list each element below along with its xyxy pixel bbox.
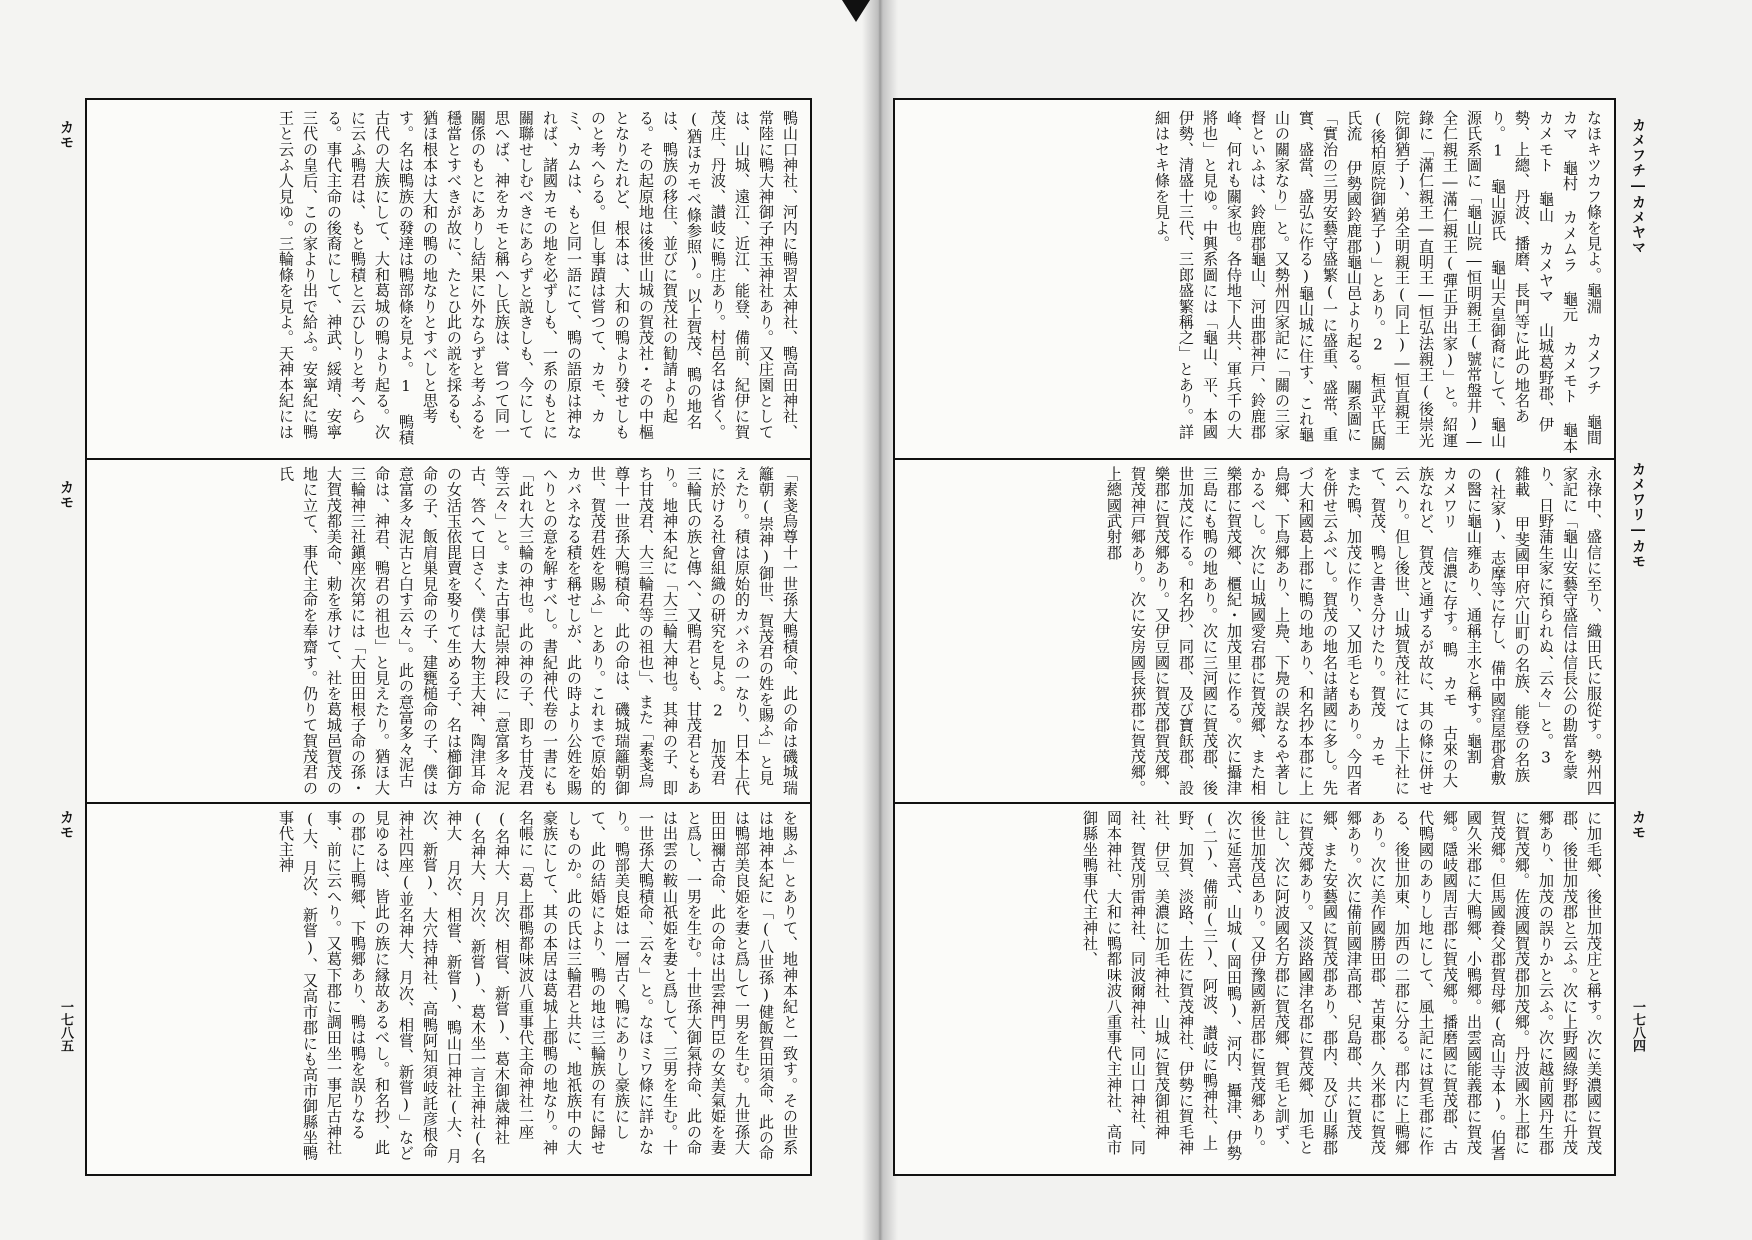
- right-bottom-text: に加毛郷、後世加茂庄と稱す。次に美濃國に賀茂郡、後世加茂郡と云ふ。次に上野國綠野郡に升茂郷あり、加茂の誤りかと云ふ。次に越前國丹生郡に賀茂郷。佐渡國賀茂郡加茂郷。丹波國氷上郡に賀茂郷。但馬國養父郡賀母郷(高山寺本)。伯耆國久米郡に大鴨郷、小鴨郷。出雲國能義郡に賀茂郷。隱岐國周吉郡に賀茂郷。播磨國に賀茂郡、古代鴨國のありし地にして、風土記には賀毛郡に作る、後世加東、加西の二郡に分る。郡内に上鴨郷あり。次に美作國勝田郡、苫東郡、久米郡に賀茂郷あり。次に備前國津高郡、兒島郡、共に賀茂郷、また安藝國に賀茂郡あり、郡内、及び山縣郡に賀茂郷あり。又淡路國津名郡に賀茂郷、加毛と註し、次に阿波國名方郡に賀茂郷、賀毛と訓ず、後世加茂邑あり。又伊豫國新居郡に賀茂郷あり。次に延喜式、山城(岡田鴨)、河内、攝津、伊勢(二)、備前(三)、阿波、讃岐に鴨神社、上野、加賀、淡路、土佐に賀茂神社、伊勢に賀毛神社、伊豆、美濃に加毛神社、山城に賀茂御祖神社、賀茂別雷神社、同波爾神社、同山口神社、同岡本神社、大和に鴨都味波八重事代主神社、高市御縣坐鴨事代主神社、: [1081, 810, 1603, 1161]
- right-section-bottom: [903, 810, 1606, 1166]
- right-top-text: なほキツカフ條を見よ。龜淵 カメフチ 龜間 カマ 龜村 カメムラ 龜元 カメモト 龜本 カメモト 龜山 カメヤマ 山城葛野郡、伊勢、上總、丹波、播磨、長門等に此の地名あり。1 龜山源氏 龜山天皇御裔にして、龜山源氏系圖に「龜山院―恒明親王(號常盤井)―全仁親王―滿仁親王(彈正尹出家)」と。紹運錄に「滿仁親王―直明王―恒弘法親王(後崇光院御猶子)、弟全明親王(同上)―恒直親王(後柏原院御猶子)」とあり。2 桓武平氏關氏流 伊勢國鈴鹿郡龜山邑より起る。關系圖に「實治の三男安藝守盛繁(一に盛重、盛常、重實、盛當、盛弘に作る)龜山城に住す、これ龜山の關家なり」と。又勢州四家記に「關の三家督といふは、鈴鹿郡龜山、河曲郡神戸、鈴鹿郡峰、何れも關家也。各侍地下人共、軍兵千の大將也」と見ゆ。中興系圖には「龜山、平、本國伊勢、清盛十三代、三郎盛繁稱之」とあり。詳細はセキ條を見よ。: [1153, 110, 1603, 454]
- left-page-number: 一七八五: [58, 1000, 73, 1052]
- left-middle-text: 「素戔烏尊十一世孫大鴨積命、此の命は磯城瑞籬朝(崇神)御世、賀茂君の姓を賜ふ」と見えたり。積は原始的カバネの一なり、日本上代に於ける社會組織の研究を見よ。2 加茂君 三輪氏の族と傳へ、又鴨君とも、甘茂君ともあり。地神本紀に「大三輪大神也。其神の子、即ち甘茂君、大三輪君等の祖也」、また「素戔烏尊十一世孫大鴨積命、此の命は、磯城瑞籬朝御世、賀茂君姓を賜ふ」とあり。これまで原始的カバネなる積を稱せしが、此の時より公姓を賜へりとの意を解すべし。書紀神代卷の一書にも「此れ大三輪の神也。此の神の子、即ち甘茂君等云々」と。また古事記崇神段に「意富多々泥古、答へて曰さく、僕は大物主大神、陶津耳命の女活玉依毘賣を娶りて生める子、名は櫛御方命の子、飯肩巣見命の子、建甕槌命の子、僕は意富多々泥古と白す云々」。此の意富多々泥古命は、神君、鴨君の祖也」と見えたり。猶ほ大三輪神三社鎭座次第には「大田田根子命の孫・大賀茂都美命、勅を承けて、社を葛城邑賀茂の地に立て、事代主命を奉齋す。仍りて賀茂君の氏: [277, 466, 799, 796]
- left-section-bottom: [95, 810, 802, 1166]
- right-section-middle: [903, 466, 1606, 797]
- right-page-number: 一七八四: [1630, 1000, 1645, 1052]
- left-top-text: 鴨山口神社、河内に鴨習太神社、鴨高田神社、常陸に鴨大神御子神玉神社あり。又庄園としては、山城、遠江、近江、能登、備前、紀伊に賀茂庄、丹波、讃岐に鴨庄あり。村邑名は省く。(猶ほカモベ條参照)。以上賀茂、鴨の地名は、鴨族の移住、並びに賀茂社の勧請より起る。その起原地は後世山城の賀茂社・その中樞となりたれど、根本は、大和の鴨より發せしものと考へらる。但し事蹟は嘗つて、カモ、カミ、カムは、もと同一語にて、鴨の語原は神なれば、諸國カモの地を必ずしも、一系のもとに關聯せしむべきにあらずと説きしも、今にして思へば、神をカモと稱へし氏族は、嘗つて同一關係のもとにありし結果に外ならずと考ふるを穩當とすべきが故に、たとひ此の説を採るも、猶ほ根本は大和の鴨の地なりとすべしと思考す。名は鴨族の發達は鴨部條を見よ。1 鴨積 古代の大族にして、大和葛城の鴨より起る。次に云ふ鴨君は、もと鴨積と云ひしりと考へらる。事代主命の後裔にして、神武、綏靖、安寧三代の皇后、この家より出で給ふ。安寧紀に鴨王と云ふ人見ゆ。三輪條を見よ。天神本紀には: [277, 110, 799, 446]
- right-middle-text: 永祿中、盛信に至り、織田氏に服從す。勢州四家記に「龜山安藝守盛信は信長公の勘當を蒙り、日野蒲生家に預られぬ、云々」と。3 雜載 甲斐國甲府穴山町の名族、能登の名族(社家)、志摩等に存し、備中國窪屋郡倉敷の醫に龜山雍あり、通稱主水と稱す。龜割 カメワリ 信濃に存す。鴨 カモ 古來の大族なれど、賀茂と通ずるが故に、其の條に併せ云へり。但し後世、山城賀茂社にては上下社にて、賀茂、鴨と書き分けたり。賀茂 カモ また鴨、加茂に作り、又加毛ともあり。今四者を併せ云ふべし。賀茂の地名は諸國に多し。先づ大和國葛上郡に鴨の地あり、和名抄本郡に上鳥郷、下鳥郷あり、上鳧、下鳧の誤なるや著しかるべし。次に山城國愛宕郡に賀茂郷、また相樂郡に賀茂郷、櫃紀・加茂里に作る。次に攝津三島にも鴨の地あり。次に三河國に賀茂郡、後世加茂に作る。和名抄、同郡、及び寶飫郡、設樂郡に賀茂郷あり。又伊豆國に賀茂郡賀茂郷、賀茂神戸郷あり。次に安房國長狹郡に賀茂郷。上總國武射郡: [1105, 466, 1603, 796]
- left-section-top: [95, 110, 802, 454]
- left-side-label-middle: カモ: [58, 480, 74, 510]
- right-divider-1: [895, 458, 1614, 460]
- right-divider-2: [895, 802, 1614, 804]
- left-side-label-bottom: カモ: [58, 810, 74, 840]
- left-divider-1: [87, 458, 810, 460]
- right-text-frame: [893, 98, 1616, 1176]
- right-side-label-bottom: カモ: [1630, 810, 1646, 840]
- right-side-label-top: カメフチ―カメヤマ: [1630, 118, 1646, 255]
- left-divider-2: [87, 802, 810, 804]
- corner-mark: [842, 0, 870, 22]
- left-bottom-text: を賜ふ」とありて、地神本紀と一致す。その世系は地神本紀に「(八世孫)健飯賀田須命、此の命は鴨部美良姫を妻と爲して一男を生む。九世孫大田田禰古命、此の命は出雲神門臣の女美氣姫を妻と爲し、一男を生む。十世孫大御氣持命、此の命は出雲の鞍山祇姫を妻と爲して、三男を生む。十一世孫大鴨積命、云々」と。なほミワ條に詳かなり。鴨部美良姫は一層古く鴨にありし豪族にして、此の結婚により、鴨の地は三輪族の有に歸せしものか。此の氏は三輪君と共に、地祇族中の大豪族にして、其の本居は葛城上郡鴨の地なり。神名帳に「葛上郡鴨都味波八重事代主命神社二座(名神大、月次、相嘗、新嘗)、葛木御歳神社(名神大、月次、新嘗)、葛木坐一言主神社(名神大 月次、相嘗、新嘗)、鴨山口神社(大、月次、新嘗)、大穴持神社、高鴨阿知須岐託彦根命神社四座(並名神大、月次、相嘗、新嘗)」など見ゆるは、皆此の族に縁故あるべし。和名抄、此の郡に上鴨郷、下鴨郷あり、鴨は鴨を誤りなる事、前に云へり。又葛下郡に調田坐一事尼古神社(大、月次、新嘗)、又高市郡にも高市御縣坐鴨事代主神: [277, 810, 799, 1164]
- right-section-top: [903, 110, 1606, 454]
- left-section-middle: [95, 466, 802, 797]
- left-text-frame: [85, 98, 812, 1176]
- left-side-label-top: カモ: [58, 120, 74, 150]
- right-side-label-middle: カメワリ―カモ: [1630, 462, 1646, 569]
